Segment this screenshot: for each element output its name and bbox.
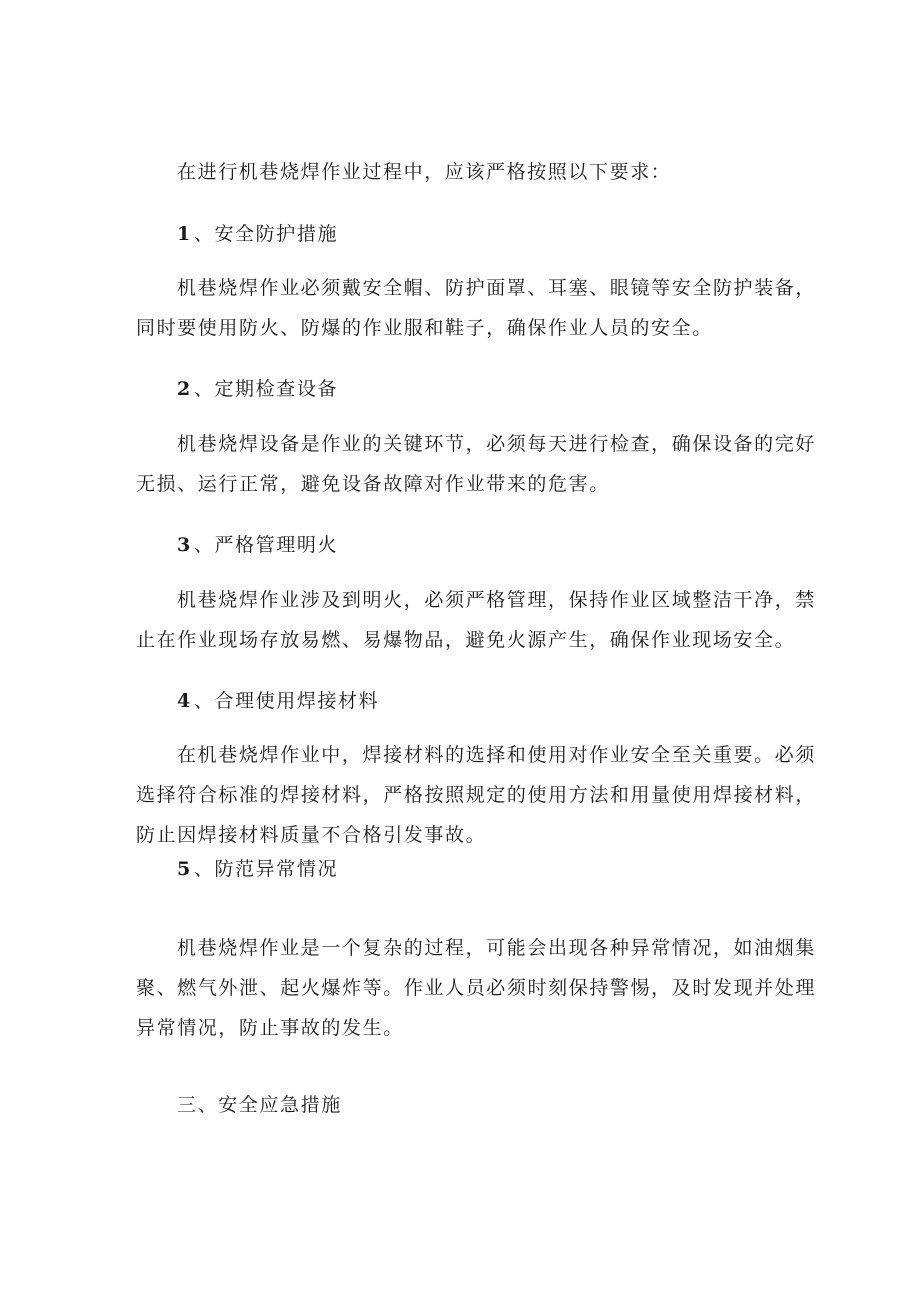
intro-paragraph: 在进行机巷烧焊作业过程中，应该严格按照以下要求： (177, 161, 672, 183)
section-3-number: 3 (177, 534, 192, 556)
section-1-heading (177, 214, 338, 254)
section-1-title: 安全防护措施 (214, 223, 339, 245)
section-3-body: 机巷烧焊作业涉及到明火，必须严格管理，保持作业区域整洁干净，禁止在作业现场存放易燃、易爆物品，避免火源产生，确保作业现场安全。 (136, 589, 816, 651)
section-5-number: 5 (177, 858, 192, 880)
section-2-body: 机巷烧焊设备是作业的关键环节，必须每天进行检查，确保设备的完好无损、运行正常，避免设备故障对作业带来的危害。 (136, 433, 816, 495)
section-5-body: 机巷烧焊作业是一个复杂的过程，可能会出现各种异常情况，如油烟集聚、燃气外泄、起火爆炸等。作业人员必须时刻保持警惕，及时发现并处理异常情况，防止事故的发生。 (136, 937, 816, 1039)
section-4-heading (177, 681, 379, 721)
section-1-separator: 、 (193, 223, 215, 245)
section-4-body: 在机巷烧焊作业中，焊接材料的选择和使用对作业安全至关重要。必须选择符合标准的焊接材料，严格按照规定的使用方法和用量使用焊接材料，防止因焊接材料质量不合格引发事故。 (136, 744, 816, 846)
section-2-number: 2 (177, 378, 192, 400)
section-5-separator: 、 (193, 858, 215, 880)
section-4-title: 合理使用焊接材料 (214, 690, 380, 712)
section-5-title: 防范异常情况 (214, 858, 339, 880)
section-5-heading (177, 849, 338, 889)
section-1-body: 机巷烧焊作业必须戴安全帽、防护面罩、耳塞、眼镜等安全防护装备，同时要使用防火、防爆的作业服和鞋子，确保作业人员的安全。 (136, 277, 816, 339)
section-4-separator: 、 (193, 690, 215, 712)
next-section-heading: 三、安全应急措施 (177, 1094, 342, 1116)
section-3-separator: 、 (193, 534, 215, 556)
section-3-heading (177, 525, 338, 565)
section-1-number: 1 (177, 223, 192, 245)
section-2-separator: 、 (193, 378, 215, 400)
section-2-heading (177, 369, 338, 409)
section-2-title: 定期检查设备 (214, 378, 339, 400)
section-4-number: 4 (177, 690, 192, 712)
section-3-title: 严格管理明火 (214, 534, 339, 556)
